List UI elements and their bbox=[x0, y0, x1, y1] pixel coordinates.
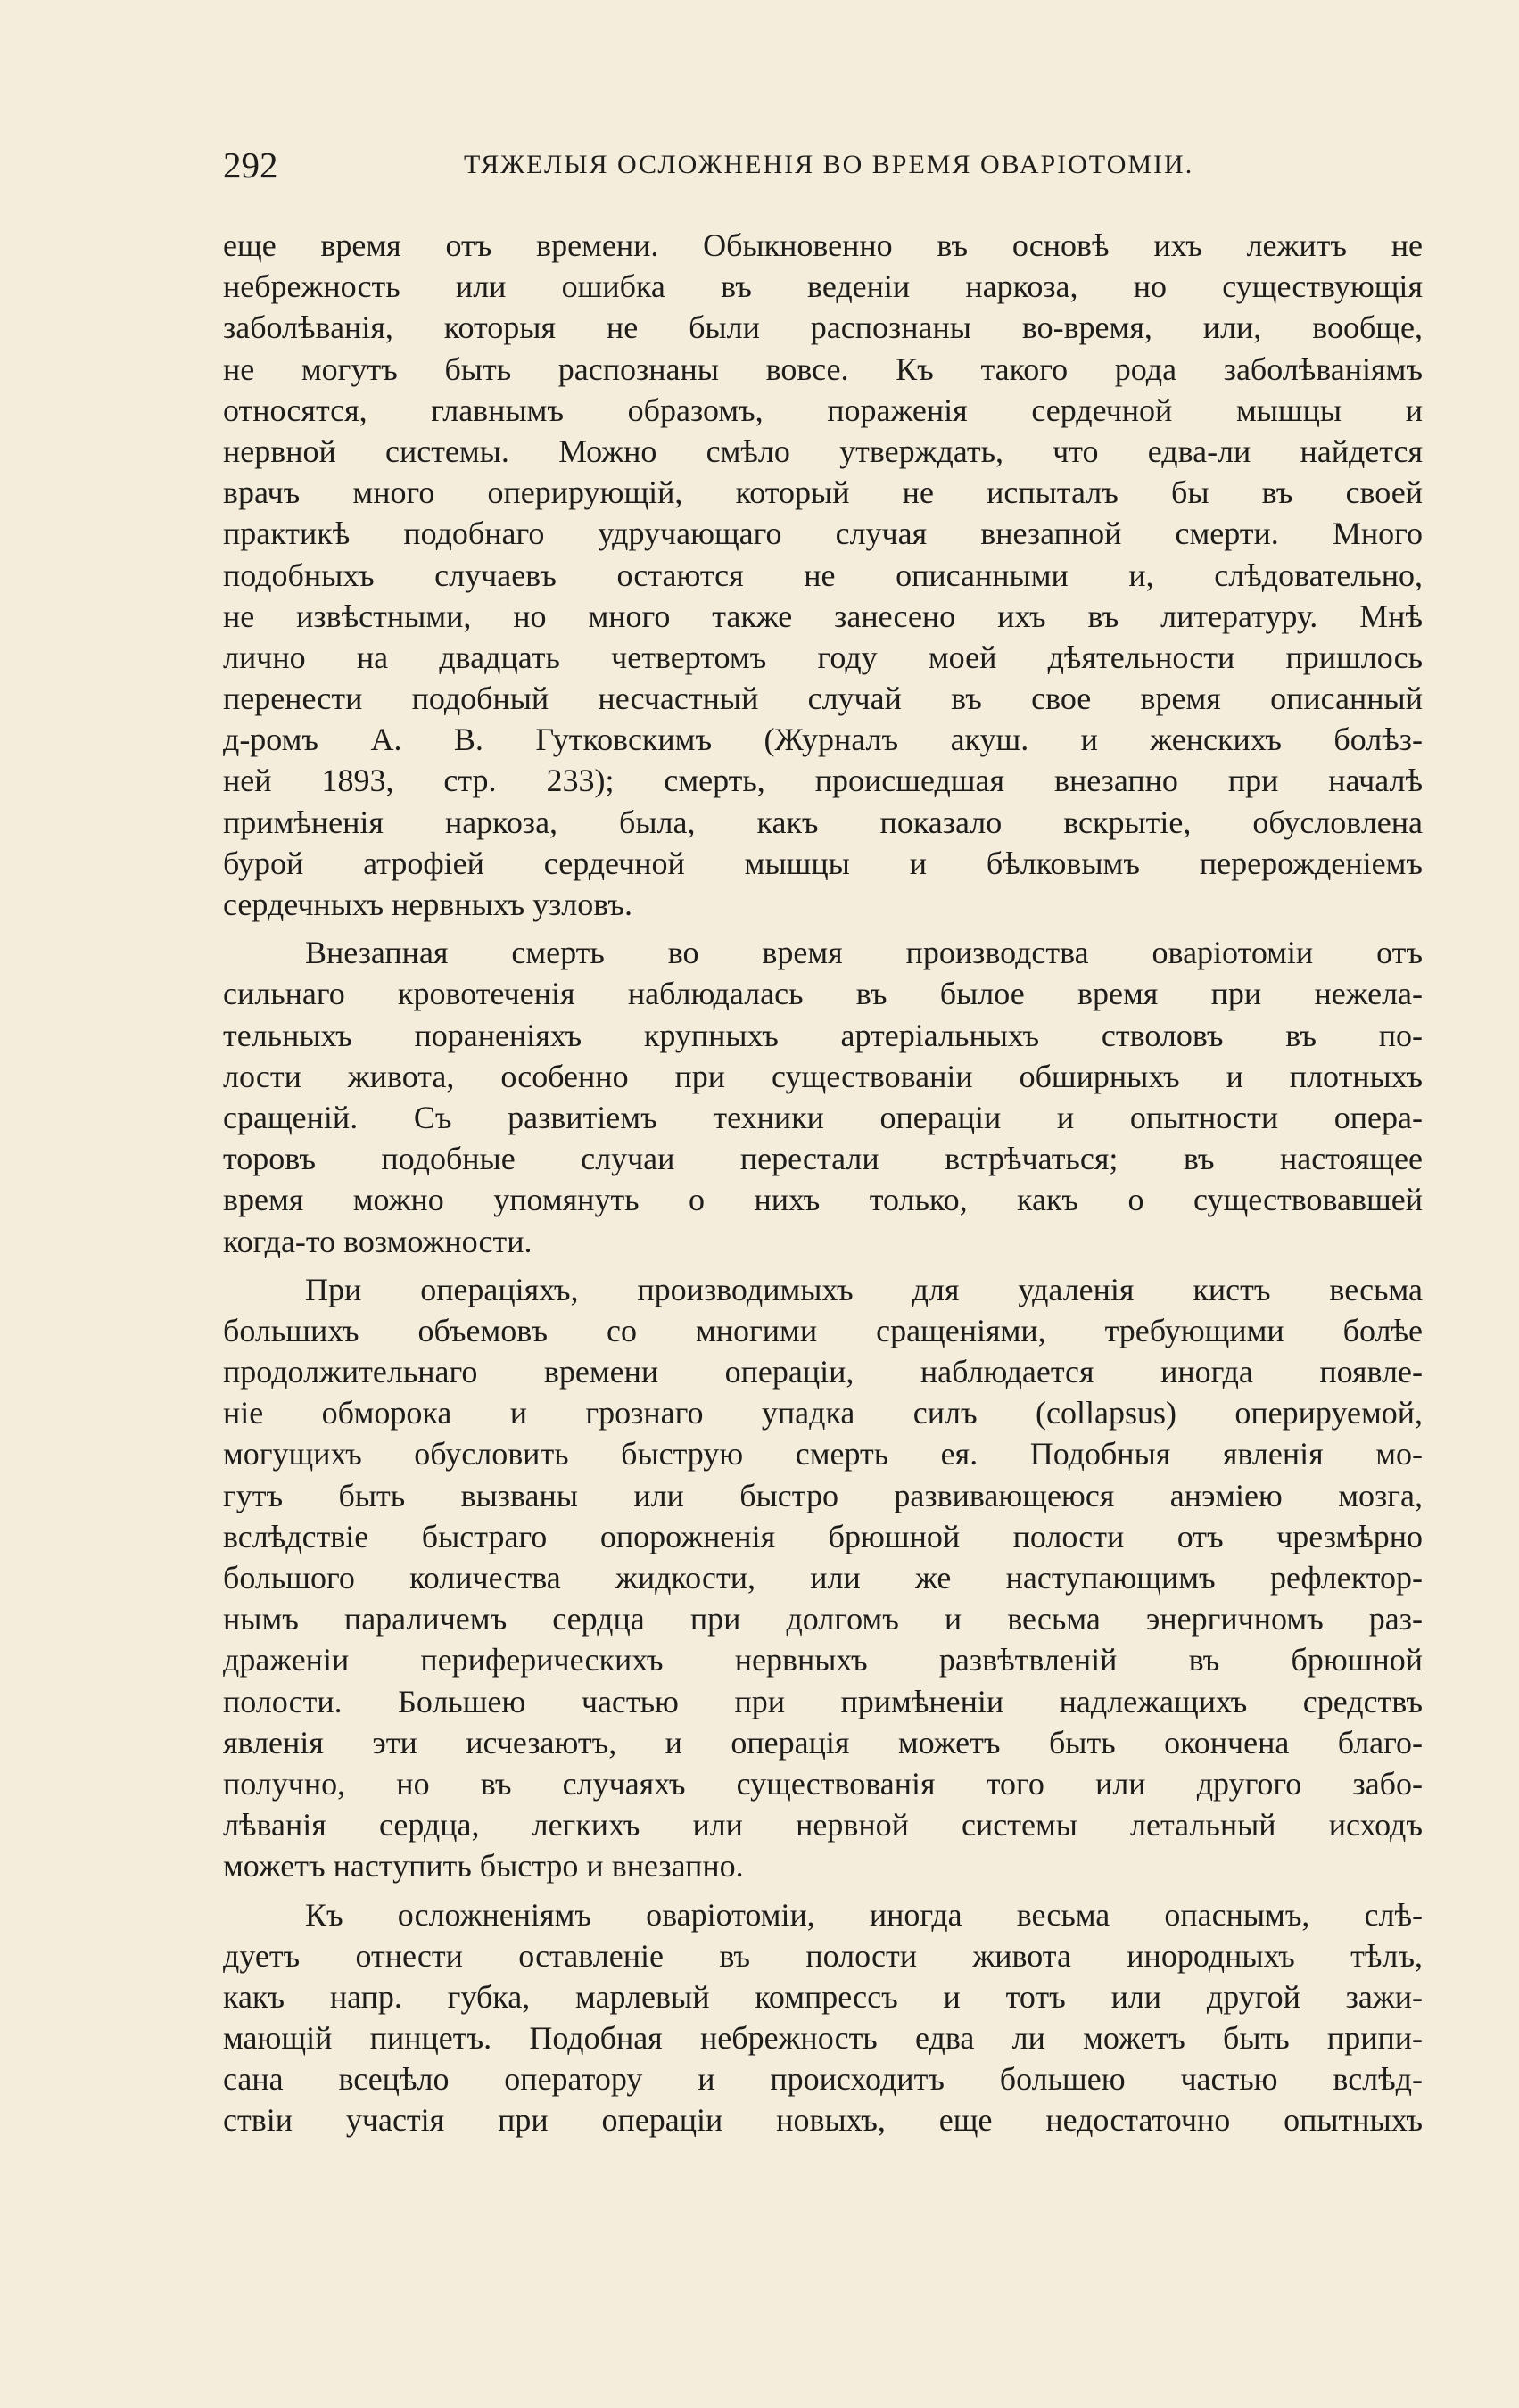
text-line: не извѣстными, но много также занесено ихъ въ литературу. Мнѣ bbox=[223, 598, 1423, 634]
text-line: мающій пинцетъ. Подобная небрежность едва ли можетъ быть припи- bbox=[223, 2020, 1423, 2057]
text-line: продолжительнаго времени операціи, наблюдается иногда появле- bbox=[223, 1354, 1423, 1390]
text-line: При операціяхъ, производимыхъ для удаленія кистъ весьма bbox=[305, 1271, 1423, 1307]
text-line: еще время отъ времени. Обыкновенно въ основѣ ихъ лежитъ не bbox=[223, 227, 1423, 263]
text-line: лости живота, особенно при существованіи обширныхъ и плотныхъ bbox=[223, 1058, 1423, 1094]
text-line: могущихъ обусловить быструю смерть ея. Подобныя явленія мо- bbox=[223, 1436, 1423, 1472]
text-line: время можно упомянуть о нихъ только, какъ о существовавшей bbox=[223, 1182, 1423, 1218]
text-line: дуетъ отнести оставленіе въ полости живота инородныхъ тѣлъ, bbox=[223, 1937, 1423, 1974]
text-line: гутъ быть вызваны или быстро развивающеюся анэміею мозга, bbox=[223, 1477, 1423, 1513]
text-line: небрежность или ошибка въ веденіи наркоза, но существующія bbox=[223, 268, 1423, 305]
text-line: перенести подобный несчастный случай въ свое время описанный bbox=[223, 680, 1423, 717]
paragraph-gap bbox=[223, 925, 1423, 932]
text-line: ніе обморока и грознаго упадка силъ (collapsus) оперируемой, bbox=[223, 1395, 1423, 1431]
text-line: какъ напр. губка, марлевый компрессъ и тотъ или другой зажи- bbox=[223, 1978, 1423, 2015]
text-line: нервной системы. Можно смѣло утверждать, что едва-ли найдется bbox=[223, 433, 1423, 469]
text-line: большого количества жидкости, или же наступающимъ рефлектор- bbox=[223, 1560, 1423, 1596]
text-line: большихъ объемовъ со многими сращеніями, требующими болѣе bbox=[223, 1312, 1423, 1348]
paragraph-gap bbox=[223, 1887, 1423, 1894]
text-line: практикѣ подобнаго удручающаго случая внезапной смерти. Много bbox=[223, 515, 1423, 552]
text-line: врачъ много оперирующій, который не испыталъ бы въ своей bbox=[223, 474, 1423, 511]
text-line: примѣненія наркоза, была, какъ показало вскрытіе, обусловлена bbox=[223, 804, 1423, 840]
text-line: сердечныхъ нервныхъ узловъ. bbox=[223, 887, 632, 922]
text-line: заболѣванія, которыя не были распознаны во-время, или, вообще, bbox=[223, 309, 1423, 346]
paragraph-2 bbox=[223, 932, 1423, 1262]
page-number: 292 bbox=[223, 144, 278, 186]
text-line: бурой атрофіей сердечной мышцы и бѣлковымъ перерожденіемъ bbox=[223, 845, 1423, 881]
text-line: сана всецѣло оператору и происходитъ большею частью вслѣд- bbox=[223, 2061, 1423, 2098]
text-line: торовъ подобные случаи перестали встрѣчаться; въ настоящее bbox=[223, 1141, 1423, 1177]
paragraph-1 bbox=[223, 225, 1423, 925]
text-line: драженіи периферическихъ нервныхъ развѣтвленій въ брюшной bbox=[223, 1642, 1423, 1678]
text-line: Внезапная смерть во время производства оваріотоміи отъ bbox=[305, 935, 1423, 971]
text-line: сращеній. Съ развитіемъ техники операціи и опытности опера- bbox=[223, 1099, 1423, 1135]
text-line: не могутъ быть распознаны вовсе. Къ такого рода заболѣваніямъ bbox=[223, 350, 1423, 387]
text-line: тельныхъ пораненіяхъ крупныхъ артеріальныхъ стволовъ въ по- bbox=[223, 1017, 1423, 1053]
page-header bbox=[223, 143, 1423, 187]
running-title: ТЯЖЕЛЫЯ ОСЛОЖНЕНІЯ ВО ВРЕМЯ ОВАРІОТОМІИ. bbox=[464, 150, 1194, 179]
body-text bbox=[223, 225, 1423, 2141]
text-line: нымъ параличемъ сердца при долгомъ и весьма энергичномъ раз- bbox=[223, 1601, 1423, 1637]
text-line: сильнаго кровотеченія наблюдалась въ былое время при нежела- bbox=[223, 976, 1423, 1012]
text-line: явленія эти исчезаютъ, и операція можетъ быть окончена благо- bbox=[223, 1724, 1423, 1761]
paragraph-4 bbox=[223, 1894, 1423, 2141]
text-line: лѣванія сердца, легкихъ или нервной системы летальный исходъ bbox=[223, 1807, 1423, 1843]
text-line: получно, но въ случаяхъ существованія того или другого забо- bbox=[223, 1765, 1423, 1802]
text-line: подобныхъ случаевъ остаются не описанными и, слѣдовательно, bbox=[223, 557, 1423, 593]
text-line: д-ромъ А. В. Гутковскимъ (Журналъ акуш. и женскихъ болѣз- bbox=[223, 722, 1423, 758]
paragraph-gap bbox=[223, 1262, 1423, 1269]
text-line: когда-то возможности. bbox=[223, 1223, 532, 1259]
text-line: Къ осложненіямъ оваріотоміи, иногда весьма опаснымъ, слѣ- bbox=[305, 1896, 1423, 1933]
text-line: полости. Большею частью при примѣненіи надлежащихъ средствъ bbox=[223, 1683, 1423, 1719]
text-line: относятся, главнымъ образомъ, пораженія сердечной мышцы и bbox=[223, 392, 1423, 428]
text-line: можетъ наступить быстро и внезапно. bbox=[223, 1848, 744, 1884]
paragraph-3 bbox=[223, 1269, 1423, 1887]
text-line: лично на двадцать четвертомъ году моей дѣятельности пришлось bbox=[223, 639, 1423, 675]
text-line: вслѣдствіе быстраго опорожненія брюшной полости отъ чрезмѣрно bbox=[223, 1518, 1423, 1554]
text-line: ствіи участія при операціи новыхъ, еще недостаточно опытныхъ bbox=[223, 2102, 1423, 2139]
text-line: ней 1893, стр. 233); смерть, происшедшая внезапно при началѣ bbox=[223, 763, 1423, 799]
